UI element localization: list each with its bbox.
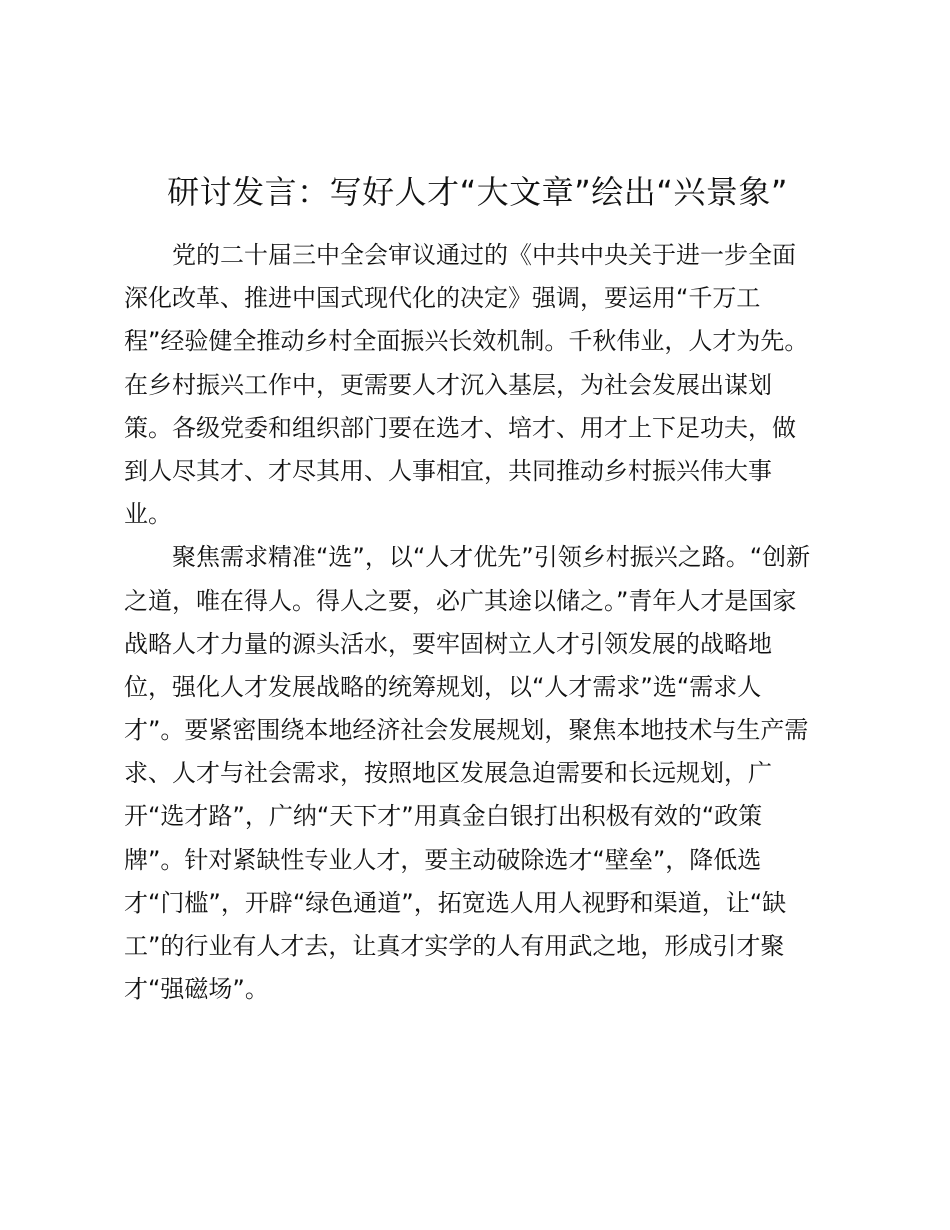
paragraph-2 — [124, 536, 836, 1011]
paragraph-1 — [124, 234, 836, 536]
paragraph-line: 牌”。针对紧缺性专业人才，要主动破除选才“壁垒”，降低选 — [124, 845, 762, 874]
paragraph-line: 才“门槛”，开辟“绿色通道”，拓宽选人用人视野和渠道，让“缺 — [124, 888, 787, 917]
paragraph-line: 位，强化人才发展战略的统筹规划，以“人才需求”选“需求人 — [124, 672, 762, 701]
paragraph-line: 工”的行业有人才去，让真才实学的人有用武之地，形成引才聚 — [124, 932, 785, 960]
paragraph-line: 求、人才与社会需求，按照地区发展急迫需要和长远规划，广 — [124, 759, 772, 788]
document-body — [124, 234, 836, 1011]
paragraph-line: 聚焦需求精准“选”，以“人才优先”引领乡村振兴之路。“创新 — [172, 543, 811, 572]
paragraph-line: 程”经验健全推动乡村全面振兴长效机制。千秋伟业，人才为先。 — [124, 327, 809, 356]
paragraph-line: 策。各级党委和组织部门要在选才、培才、用才上下足功夫，做 — [124, 413, 796, 442]
paragraph-line: 才“强磁场”。 — [124, 975, 269, 1004]
paragraph-line: 党的二十届三中全会审议通过的《中共中央关于进一步全面 — [172, 241, 796, 269]
paragraph-line: 之道，唯在得人。得人之要，必广其途以储之。”青年人才是国家 — [124, 586, 797, 615]
paragraph-line: 到人尽其才、才尽其用、人事相宜，共同推动乡村振兴伟大事 — [124, 456, 772, 485]
paragraph-line: 才”。要紧密围绕本地经济社会发展规划，聚焦本地技术与生产需 — [124, 716, 809, 745]
paragraph-line: 开“选才路”，广纳“天下才”用真金白银打出积极有效的“政策 — [124, 802, 763, 831]
document-title: 研讨发言：写好人才“大文章”绘出“兴景象” — [167, 173, 788, 211]
paragraph-line: 深化改革、推进中国式现代化的决定》强调，要运用“千万工 — [124, 284, 761, 313]
paragraph-line: 业。 — [124, 500, 172, 529]
paragraph-line: 在乡村振兴工作中，更需要人才沉入基层，为社会发展出谋划 — [124, 370, 772, 399]
paragraph-line: 战略人才力量的源头活水，要牢固树立人才引领发展的战略地 — [124, 629, 772, 658]
